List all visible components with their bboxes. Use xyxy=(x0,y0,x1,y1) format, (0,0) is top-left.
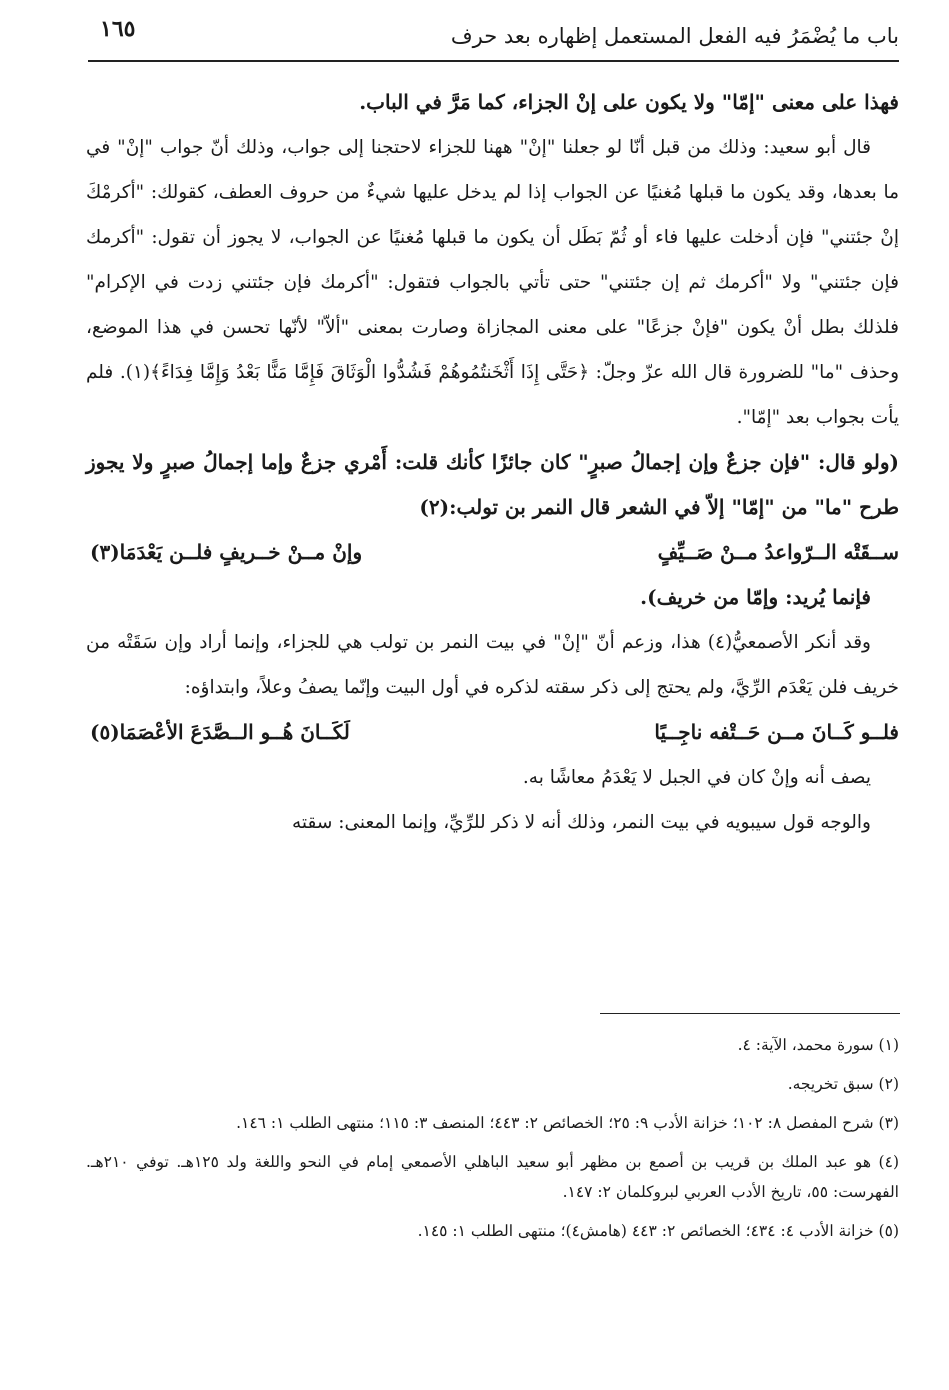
verse-2 xyxy=(86,710,899,755)
paragraph-1: فهذا على معنى "إمّا" ولا يكون على إنْ الجزاء، كما مَرَّ في الباب. xyxy=(359,90,899,114)
paragraph-3: (ولو قال: "فإن جزعٌ وإن إجمالُ صبرٍ" كان جائزًا كأنك قلت: أَمْري جزعٌ وإما إجمالُ صبرٍ ولا يجوز طرح "ما" من "إمّا" إلاّ في الشعر قال النمر بن تولب:(٢) xyxy=(86,450,899,519)
page-header xyxy=(88,10,899,62)
paragraph-2: قال أبو سعيد: وذلك من قبل أنّا لو جعلنا "إنْ" ههنا للجزاء لاحتجنا إلى جواب، وذلك أنّ جواب "إنْ" في ما بعدها، وقد يكون ما قبلها مُغنيًا عن الجواب إذا لم يدخل عليها شيءٌ من حروف العطف، كقولك: "أكرمْكَ إنْ جئتني" فإن أدخلت عليها فاء أو ثُمّ بَطَل أن يكون ما قبلها مُغنيًا عن الجواب، لا يجوز أن تقول: "أكرمك فإن جئتني" ولا "أكرمك ثم إن جئتني" حتى تأتي بالجواب فتقول: "أكرمك فإن جئتني زدت في الإكرام" فلذلك بطل أنْ يكون "فإنْ جزعًا" على معنى المجازاة وصارت بمعنى "ألاّ" لأنّها تحسن في هذا الموضع، وحذف "ما" للضرورة قال الله عزّ وجلّ: ﴿حَتَّى إِذَا أَثْخَنتُمُوهُمْ فَشُدُّوا الْوَثَاقَ فَإِمَّا مَنًّا بَعْدُ وَإِمَّا فِدَاءً﴾(١). فلم يأت بجواب بعد "إمّا". xyxy=(86,137,899,428)
footnote-1: (١) سورة محمد، الآية: ٤. xyxy=(737,1036,899,1054)
footnote-2: (٢) سبق تخريجه. xyxy=(787,1075,899,1093)
running-title: باب ما يُضْمَرُ فيه الفعل المستعمل إظهاره بعد حرف xyxy=(450,24,899,48)
paragraph-4: فإنما يُريد: وإمّا من خريف). xyxy=(640,585,871,609)
verse-1-first-hemistich: ســقَتْه الــرّواعدُ مــنْ صَــيِّفٍ xyxy=(657,540,899,564)
footnote-separator xyxy=(600,1013,900,1014)
main-text xyxy=(86,80,899,845)
footnote-4: (٤) هو عبد الملك بن قريب بن أصمع بن مظهر أبو سعيد الباهلي الأصمعي إمام في النحو واللغة ولد ١٢٥هـ. توفي ٢١٠هـ. الفهرست: ٥٥، تاريخ الأدب العربي لبروكلمان ٢: ١٤٧. xyxy=(86,1153,899,1201)
footnotes xyxy=(86,1030,899,1255)
paragraph-5: وقد أنكر الأصمعيُّ(٤) هذا، وزعم أنّ "إنْ" في بيت النمر بن تولب هي للجزاء، وإنما أراد وإن سَقَتْه من خريف فلن يَعْدَم الرِّيَّ، ولم يحتج إلى ذكر سقته لذكره في أول البيت وإنّما يصفُ وعلاً، وابتداؤه: xyxy=(86,632,899,698)
verse-1-second-hemistich: وإنْ مــنْ خــريفٍ فلــن يَعْدَمَا(٣) xyxy=(90,540,363,564)
footnote-3: (٣) شرح المفصل ٨: ١٠٢؛ خزانة الأدب ٩: ٢٥؛ الخصائص ٢: ٤٤٣؛ المنصف ٣: ١١٥؛ منتهى الطلب ١: ١٤٦. xyxy=(236,1114,899,1132)
paragraph-7: والوجه قول سيبويه في بيت النمر، وذلك أنه لا ذكر للرِّيِّ، وإنما المعنى: سقته xyxy=(292,812,871,833)
verse-2-second-hemistich: لَكَــانَ هُــو الــصَّدَعَ الأعْصَمَا(٥) xyxy=(90,720,350,744)
verse-1 xyxy=(86,530,899,575)
page-number: ١٦٥ xyxy=(100,16,136,42)
paragraph-6: يصف أنه وإنْ كان في الجبل لا يَعْدَمُ معاشًا به. xyxy=(522,767,871,788)
footnote-5: (٥) خزانة الأدب ٤: ٤٣٤؛ الخصائص ٢: ٤٤٣ (هامش٤)؛ منتهى الطلب ١: ١٤٥. xyxy=(417,1222,899,1240)
verse-2-first-hemistich: فلــو كَــانَ مــن حَــتْفه ناجِــيًا xyxy=(654,720,899,744)
